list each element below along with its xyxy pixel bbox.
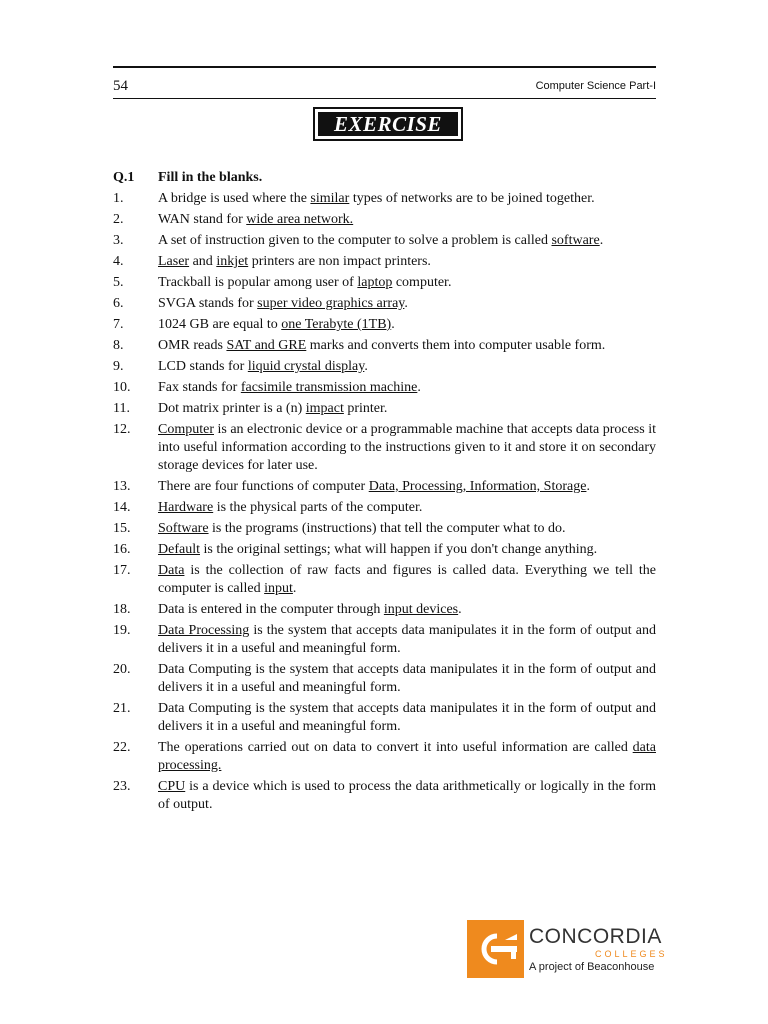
answer-text: data processing. [158, 740, 656, 773]
item-text: is the system that accepts data manipulates it in the form of output and delivers it in a useful and meaningful form. [158, 623, 657, 656]
list-item [113, 601, 656, 619]
list-item [113, 478, 656, 496]
item-text: is the original settings; what will happen if you don't change anything. [199, 542, 598, 557]
item-number: 17. [113, 563, 131, 578]
page-number: 54 [113, 78, 128, 94]
item-number: 18. [113, 602, 131, 617]
concordia-logo [467, 920, 668, 978]
list-item [113, 316, 656, 334]
list-item [113, 778, 656, 814]
list-item [113, 190, 656, 208]
answer-text: Hardware [158, 500, 214, 515]
page-header [113, 66, 656, 94]
answer-text: CPU [158, 779, 186, 794]
answer-text: Data, Processing, Information, Storage [368, 479, 587, 494]
item-number: 2. [113, 212, 124, 227]
item-text: Data Computing is the system that accepts data manipulates it in the form of output and delivers it in a useful and meaningful form. [158, 662, 656, 695]
item-text: . [586, 479, 590, 494]
logo-subtitle: COLLEGES [595, 949, 668, 959]
item-number: 6. [113, 296, 124, 311]
answer-text: wide area network. [246, 212, 354, 227]
list-item [113, 421, 656, 475]
list-item [113, 499, 656, 517]
question-number: Q.1 [113, 170, 135, 185]
list-item [113, 700, 656, 736]
item-text: SVGA stands for [158, 296, 258, 311]
item-number: 4. [113, 254, 124, 269]
item-text: types of networks are to be joined together. [349, 191, 595, 206]
item-number: 5. [113, 275, 124, 290]
item-text: . [458, 602, 462, 617]
item-text: WAN stand for [158, 212, 247, 227]
list-item [113, 358, 656, 376]
item-text: computer. [392, 275, 452, 290]
item-number: 3. [113, 233, 124, 248]
list-item [113, 520, 656, 538]
answer-text: one Terabyte (1TB) [281, 317, 392, 332]
list-item [113, 274, 656, 292]
list-item [113, 253, 656, 271]
item-text: A set of instruction given to the computer to solve a problem is called [158, 233, 552, 248]
item-text: . [417, 380, 421, 395]
item-text: A bridge is used where the [158, 191, 311, 206]
item-text: . [599, 233, 604, 248]
item-text: 1024 GB are equal to [158, 317, 282, 332]
item-text: There are four functions of computer [158, 479, 369, 494]
answer-text: Default [158, 542, 200, 557]
answer-text: facsimile transmission machine [240, 380, 418, 395]
item-number: 19. [113, 623, 131, 638]
item-number: 8. [113, 338, 124, 353]
blanks-list [113, 190, 656, 817]
item-text: printers are non impact printers. [248, 254, 431, 269]
list-item [113, 661, 656, 697]
item-number: 13. [113, 479, 131, 494]
list-item [113, 562, 656, 598]
item-text: Data Computing is the system that accepts data manipulates it in the form of output and delivers it in a useful and meaningful form. [158, 701, 656, 734]
answer-text: software [551, 233, 600, 248]
list-item [113, 622, 656, 658]
list-item [113, 232, 656, 250]
item-text: The operations carried out on data to convert it into useful information are called [158, 740, 633, 755]
item-number: 11. [113, 401, 130, 416]
item-number: 20. [113, 662, 131, 677]
answer-text: Data [158, 563, 185, 578]
logo-name: CONCORDIA [529, 925, 662, 948]
answer-text: similar [310, 191, 350, 206]
item-text: . [404, 296, 408, 311]
answer-text: Laser [158, 254, 190, 269]
item-text: . [364, 359, 368, 374]
item-number: 10. [113, 380, 131, 395]
item-number: 12. [113, 422, 131, 437]
answer-text: Computer [158, 422, 214, 437]
item-number: 1. [113, 191, 124, 206]
item-number: 22. [113, 740, 131, 755]
item-text: LCD stands for [158, 359, 248, 374]
item-number: 15. [113, 521, 131, 536]
item-text: is the physical parts of the computer. [213, 500, 423, 515]
item-text: printer. [343, 401, 388, 416]
answer-text: Data Processing [158, 623, 250, 638]
list-item [113, 541, 656, 559]
list-item [113, 211, 656, 229]
answer-text: impact [305, 401, 344, 416]
list-item [113, 739, 656, 775]
item-number: 21. [113, 701, 131, 716]
item-text: marks and converts them into computer usable form. [306, 338, 606, 353]
book-title: Computer Science Part-I [535, 80, 656, 92]
list-item [113, 295, 656, 313]
answer-text: laptop [357, 275, 393, 290]
answer-text: input [264, 581, 293, 596]
answer-text: SAT and GRE [226, 338, 307, 353]
item-text: is the programs (instructions) that tell the computer what to do. [208, 521, 566, 536]
list-item [113, 379, 656, 397]
item-text: Trackball is popular among user of [158, 275, 358, 290]
item-number: 23. [113, 779, 131, 794]
question-title: Fill in the blanks. [158, 170, 263, 185]
list-item [113, 337, 656, 355]
logo-tagline: A project of Beaconhouse [529, 961, 655, 973]
item-number: 16. [113, 542, 131, 557]
exercise-banner [313, 107, 463, 141]
answer-text: inkjet [216, 254, 249, 269]
item-number: 9. [113, 359, 124, 374]
item-text: . [292, 581, 297, 596]
item-text: . [391, 317, 395, 332]
item-text: Dot matrix printer is a (n) [158, 401, 306, 416]
answer-text: Software [158, 521, 209, 536]
exercise-banner-text: EXERCISE [318, 112, 458, 136]
item-text: and [189, 254, 217, 269]
header-divider [113, 98, 656, 99]
item-text: is the collection of raw facts and figures is called data. Everything we tell the computer is called [158, 563, 656, 596]
logo-mark-icon [467, 920, 524, 978]
item-text: Fax stands for [158, 380, 241, 395]
item-number: 7. [113, 317, 124, 332]
item-number: 14. [113, 500, 131, 515]
item-text: is a device which is used to process the data arithmetically or logically in the form of output. [158, 779, 656, 812]
answer-text: super video graphics array [257, 296, 405, 311]
item-text: OMR reads [158, 338, 227, 353]
item-text: Data is entered in the computer through [158, 602, 384, 617]
item-text: is an electronic device or a programmable machine that accepts data process it into useful information according to the instructions given to it and store it on secondary storage devices for later use. [158, 422, 656, 473]
answer-text: input devices [383, 602, 459, 617]
answer-text: liquid crystal display [247, 359, 365, 374]
list-item [113, 400, 656, 418]
